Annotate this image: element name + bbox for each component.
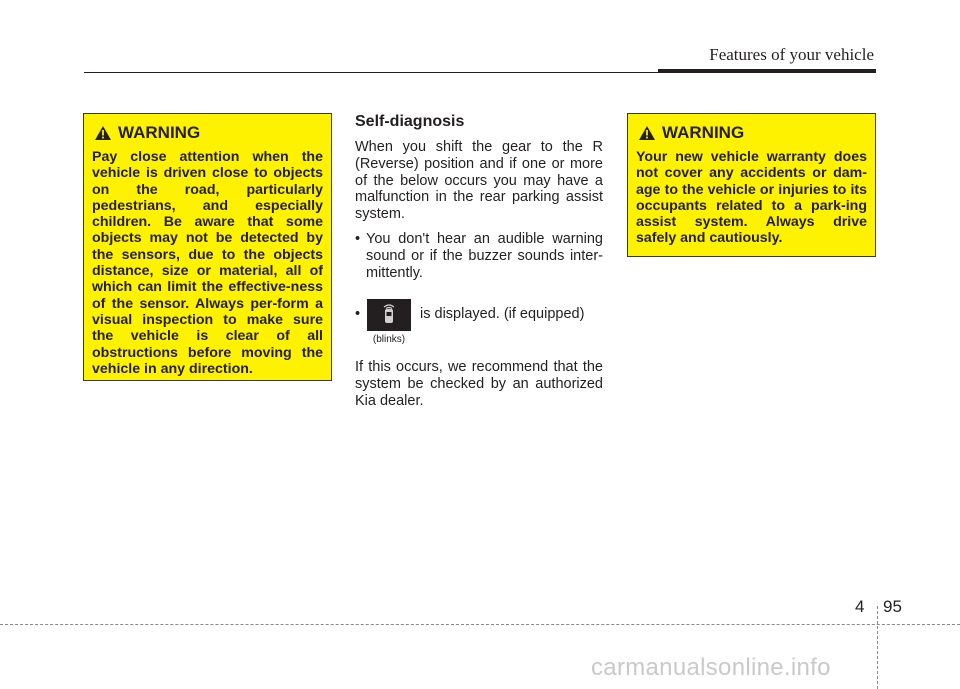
parking-assist-indicator-icon <box>367 299 411 331</box>
list-item: • You don't hear an audible warning sound or if the buzzer sounds inter-mittently. <box>355 230 603 281</box>
section-title: Self-diagnosis <box>355 113 465 130</box>
list-item: • (blinks) is displayed. (if equipped) <box>355 299 603 345</box>
section-closing: If this occurs, we recommend that the system be checked by an authorized Kia dealer. <box>355 359 603 409</box>
warning-heading <box>94 123 331 143</box>
bullet-text: is displayed. (if equipped) <box>420 306 585 323</box>
footer-rule <box>0 624 960 625</box>
warning-heading-label: WARNING <box>662 123 745 142</box>
watermark: carmanualsonline.info <box>591 654 831 681</box>
chapter-number: 4 <box>855 597 865 616</box>
warning-body-text: Pay close attention when the vehicle is driven close to objects on the road, particularly pedestrians, and especially children. Be aware that some objects may not be detected by the sensors, due to the objects distance, size or material, all of which can limit the effective-ness of the sensor. Always per-form a visual inspection to make sure the vehicle is clear of all obstructions before moving the vehicle in any direction. <box>92 149 323 377</box>
warning-box-warranty <box>627 113 876 257</box>
section-intro: When you shift the gear to the R (Reverse) position and if one or more of the below occurs you may have a malfunction in the rear parking assist system. <box>355 139 603 223</box>
page-header-title: Features of your vehicle <box>709 45 874 64</box>
indicator-display <box>367 299 411 345</box>
warning-heading-label: WARNING <box>118 123 201 142</box>
warning-triangle-icon <box>638 125 656 141</box>
page-number: 95 <box>883 597 902 616</box>
footer-divider <box>877 606 878 689</box>
indicator-caption: (blinks) <box>372 334 406 346</box>
header-rule-accent <box>658 69 876 73</box>
warning-box-sensors <box>83 113 332 381</box>
bullet-text: You don't hear an audible warning sound or if the buzzer sounds inter-mittently. <box>366 230 603 281</box>
self-diagnosis-section <box>355 113 603 410</box>
warning-heading <box>638 123 875 143</box>
warning-body-text: Your new vehicle warranty does not cover any accidents or dam-age to the vehicle or injuries to its occupants related to a park-ing assist system. Always drive safely and cautiously. <box>636 149 867 247</box>
warning-triangle-icon <box>94 125 112 141</box>
